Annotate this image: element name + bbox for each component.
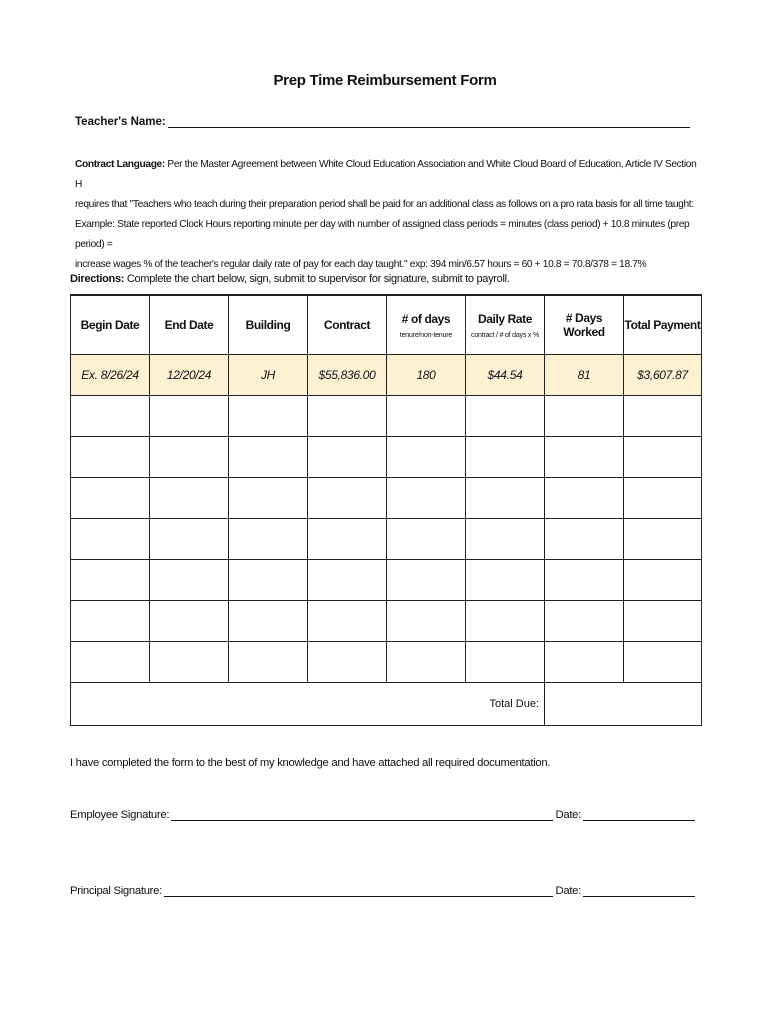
employee-signature-field[interactable] xyxy=(171,808,553,821)
table-cell[interactable] xyxy=(624,396,702,437)
table-cell[interactable] xyxy=(229,478,308,519)
table-cell[interactable] xyxy=(466,478,545,519)
table-cell[interactable] xyxy=(387,519,466,560)
table-cell[interactable] xyxy=(545,560,624,601)
employee-signature-row xyxy=(70,808,695,821)
employee-date-label: Date: xyxy=(555,809,581,821)
table-cell[interactable] xyxy=(150,478,229,519)
table-cell[interactable] xyxy=(71,437,150,478)
table-cell[interactable] xyxy=(387,478,466,519)
table-cell[interactable] xyxy=(229,560,308,601)
principal-signature-field[interactable] xyxy=(164,884,554,897)
attestation-statement: I have completed the form to the best of my knowledge and have attached all required documentation. xyxy=(70,757,551,769)
table-cell[interactable] xyxy=(545,601,624,642)
table-cell[interactable] xyxy=(308,519,387,560)
table-cell[interactable] xyxy=(150,601,229,642)
teacher-name-field[interactable] xyxy=(168,115,690,128)
table-cell[interactable] xyxy=(71,642,150,683)
table-cell[interactable] xyxy=(624,601,702,642)
example-num-days: 180 xyxy=(387,355,466,396)
example-daily-rate: $44.54 xyxy=(466,355,545,396)
table-cell[interactable] xyxy=(466,642,545,683)
table-cell[interactable] xyxy=(150,437,229,478)
table-cell[interactable] xyxy=(308,601,387,642)
table-cell[interactable] xyxy=(545,642,624,683)
table-cell[interactable] xyxy=(545,519,624,560)
table-cell[interactable] xyxy=(624,519,702,560)
example-contract: $55,836.00 xyxy=(308,355,387,396)
table-cell[interactable] xyxy=(150,519,229,560)
table-cell[interactable] xyxy=(150,396,229,437)
table-cell[interactable] xyxy=(308,396,387,437)
header-begin-date: Begin Date xyxy=(71,295,150,355)
table-cell[interactable] xyxy=(387,437,466,478)
table-cell[interactable] xyxy=(624,478,702,519)
table-cell[interactable] xyxy=(387,396,466,437)
table-cell[interactable] xyxy=(229,642,308,683)
table-cell[interactable] xyxy=(71,478,150,519)
table-cell[interactable] xyxy=(71,519,150,560)
table-row xyxy=(71,396,702,437)
table-cell[interactable] xyxy=(466,396,545,437)
example-end-date: 12/20/24 xyxy=(150,355,229,396)
employee-signature-label: Employee Signature: xyxy=(70,809,170,821)
total-due-field[interactable] xyxy=(545,683,702,726)
header-daily-rate: Daily Rate contract / # of days x % xyxy=(466,295,545,355)
table-row xyxy=(71,437,702,478)
table-cell[interactable] xyxy=(308,478,387,519)
table-cell[interactable] xyxy=(308,642,387,683)
table-cell[interactable] xyxy=(387,601,466,642)
header-end-date: End Date xyxy=(150,295,229,355)
table-cell[interactable] xyxy=(545,437,624,478)
table-cell[interactable] xyxy=(71,560,150,601)
directions-label: Directions: xyxy=(70,273,125,285)
teacher-name-row xyxy=(75,115,690,128)
table-cell[interactable] xyxy=(466,437,545,478)
table-cell[interactable] xyxy=(387,560,466,601)
table-cell[interactable] xyxy=(150,560,229,601)
form-title: Prep Time Reimbursement Form xyxy=(273,72,497,89)
example-total-payment: $3,607.87 xyxy=(624,355,702,396)
table-row xyxy=(71,642,702,683)
header-num-days: # of days tenure/non-tenure xyxy=(387,295,466,355)
teacher-name-label: Teacher's Name: xyxy=(75,116,166,128)
total-row xyxy=(71,683,702,726)
table-cell[interactable] xyxy=(71,601,150,642)
contract-language xyxy=(75,155,700,275)
employee-date-field[interactable] xyxy=(583,808,695,821)
table-row xyxy=(71,560,702,601)
table-cell[interactable] xyxy=(229,601,308,642)
table-cell[interactable] xyxy=(150,642,229,683)
table-cell[interactable] xyxy=(308,437,387,478)
example-days-worked: 81 xyxy=(545,355,624,396)
principal-date-label: Date: xyxy=(555,885,581,897)
table-cell[interactable] xyxy=(466,519,545,560)
example-building: JH xyxy=(229,355,308,396)
table-row xyxy=(71,478,702,519)
table-cell[interactable] xyxy=(466,560,545,601)
table-row xyxy=(71,601,702,642)
table-cell[interactable] xyxy=(229,519,308,560)
table-cell[interactable] xyxy=(624,437,702,478)
table-cell[interactable] xyxy=(466,601,545,642)
header-contract: Contract xyxy=(308,295,387,355)
table-cell[interactable] xyxy=(308,560,387,601)
table-cell[interactable] xyxy=(71,396,150,437)
table-header-row xyxy=(71,295,702,355)
table-cell[interactable] xyxy=(545,396,624,437)
header-total-payment: Total Payment xyxy=(624,295,702,355)
table-cell[interactable] xyxy=(624,560,702,601)
reimbursement-table xyxy=(70,294,702,726)
contract-label: Contract Language: xyxy=(75,159,165,170)
contract-line-4: increase wages % of the teacher's regular daily rate of pay for each day taught." exp: 394 min/6.57 hours = 60 + 10.8 = 70.8/378 = 18.7% xyxy=(75,259,647,270)
contract-line-3: Example: State reported Clock Hours reporting minute per day with number of assigned class periods = minutes (class period) + 10.8 minutes (prep period) = xyxy=(75,219,690,250)
total-due-label: Total Due: xyxy=(71,683,545,726)
table-cell[interactable] xyxy=(229,396,308,437)
table-cell[interactable] xyxy=(387,642,466,683)
contract-line-2: requires that "Teachers who teach during their preparation period shall be paid for an additional class as follows on a pro rata basis for all time taught: xyxy=(75,199,694,210)
table-row xyxy=(71,519,702,560)
example-begin-date: Ex. 8/26/24 xyxy=(71,355,150,396)
example-row xyxy=(71,355,702,396)
table-cell[interactable] xyxy=(545,478,624,519)
principal-signature-label: Principal Signature: xyxy=(70,885,162,897)
directions xyxy=(70,273,710,285)
principal-signature-row xyxy=(70,884,695,897)
header-days-worked: # Days Worked xyxy=(545,295,624,355)
directions-text: Complete the chart below, sign, submit to supervisor for signature, submit to payroll. xyxy=(124,273,510,285)
table-cell[interactable] xyxy=(624,642,702,683)
header-building: Building xyxy=(229,295,308,355)
contract-line-1: Per the Master Agreement between White Cloud Education Association and White Cloud Board of Education, Article IV Section H xyxy=(75,159,697,190)
table-cell[interactable] xyxy=(229,437,308,478)
principal-date-field[interactable] xyxy=(583,884,695,897)
